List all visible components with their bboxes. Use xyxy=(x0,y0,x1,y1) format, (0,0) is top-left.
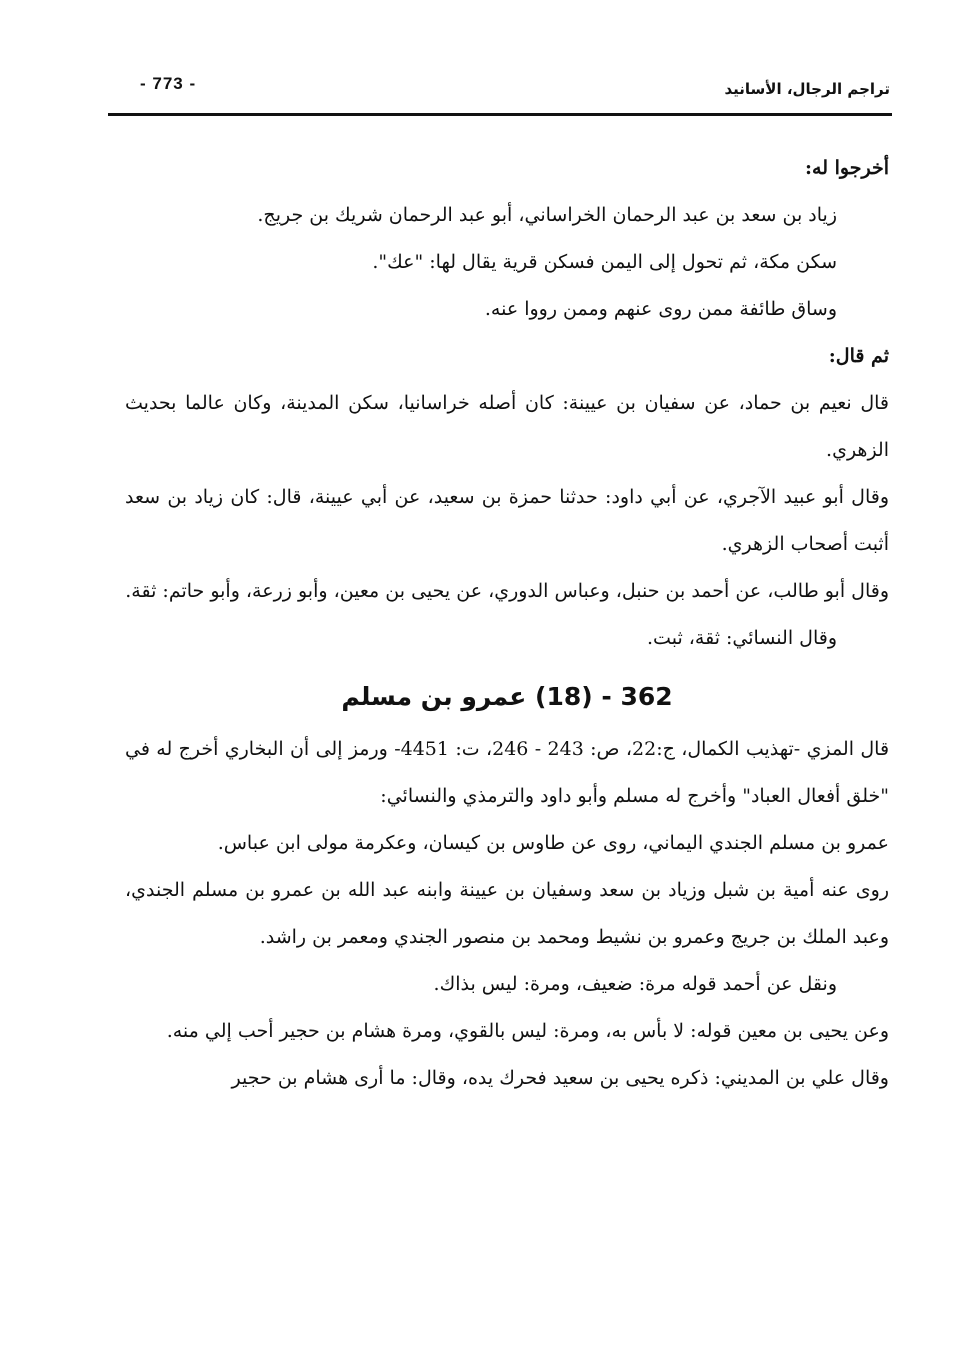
paragraph-10: قال المزي -تهذيب الكمال، ج:22، ص: 243 - 246، ت: 4451- ورمز إلى أن البخاري أخرج له في "خلق أفعال العباد" وأخرج له مسلم وأبو داود والترمذي والنسائي: xyxy=(125,738,890,807)
paragraph-3: سكن مكة، ثم تحول إلى اليمن فسكن قرية يقال لها: "عك". xyxy=(372,251,837,273)
entry-heading: 362 - (18) عمرو بن مسلم xyxy=(341,682,673,711)
paragraph-11: عمرو بن مسلم الجندي اليماني، روى عن طاوس بن كيسان، وعكرمة مولى ابن عباس. xyxy=(217,832,889,854)
page-header xyxy=(128,70,890,106)
paragraph-14: وعن يحيى بن معين قوله: لا بأس به، ومرة: ليس بالقوي، ومرة هشام بن حجير أحب إلي منه. xyxy=(166,1020,889,1042)
running-title: تراجم الرجال، الأسانيد xyxy=(724,80,890,98)
paragraph-6: قال نعيم بن حماد، عن سفيان بن عيينة: كان أصله خراسانيا، سكن المدينة، وكان عالما بحديث الزهري. xyxy=(125,392,889,461)
page-content xyxy=(125,145,889,1102)
paragraph-13: ونقل عن أحمد قوله مرة: ضعيف، ومرة: ليس بذاك. xyxy=(433,973,837,995)
paragraph-8: وقال أبو طالب، عن أحمد بن حنبل، وعباس الدوري، عن يحيى بن معين، وأبو زرعة، وأبو حاتم: ثقة. xyxy=(125,580,889,602)
paragraph-4: وساق طائفة ممن روى عنهم وممن رووا عنه. xyxy=(484,298,837,320)
paragraph-9: وقال النسائي: ثقة، ثبت. xyxy=(647,627,837,649)
header-rule xyxy=(108,113,892,116)
paragraph-7: وقال أبو عبيد الآجري، عن أبي داود: حدثنا حمزة بن سعيد، عن أبي عيينة، قال: كان زياد بن سعد أثبت أصحاب الزهري. xyxy=(125,486,889,555)
paragraph-2: زياد بن سعد بن عبد الرحمان الخراساني، أبو عبد الرحمان شريك بن جريج. xyxy=(257,204,837,226)
paragraph-1: أخرجوا له: xyxy=(805,157,889,179)
page-number: - 773 - xyxy=(140,74,197,93)
paragraph-5: ثم قال: xyxy=(828,345,889,367)
paragraph-12: روى عنه أمية بن شبل وزياد بن سعد وسفيان بن عيينة وابنه عبد الله بن عمرو بن مسلم الجندي، وعبد الملك بن جريج وعمرو بن نشيط ومحمد بن منصور الجندي ومعمر بن راشد. xyxy=(125,879,889,948)
paragraph-15: وقال علي بن المديني: ذكره يحيى بن سعيد فحرك يده، وقال: ما أرى هشام بن حجير xyxy=(231,1067,889,1089)
